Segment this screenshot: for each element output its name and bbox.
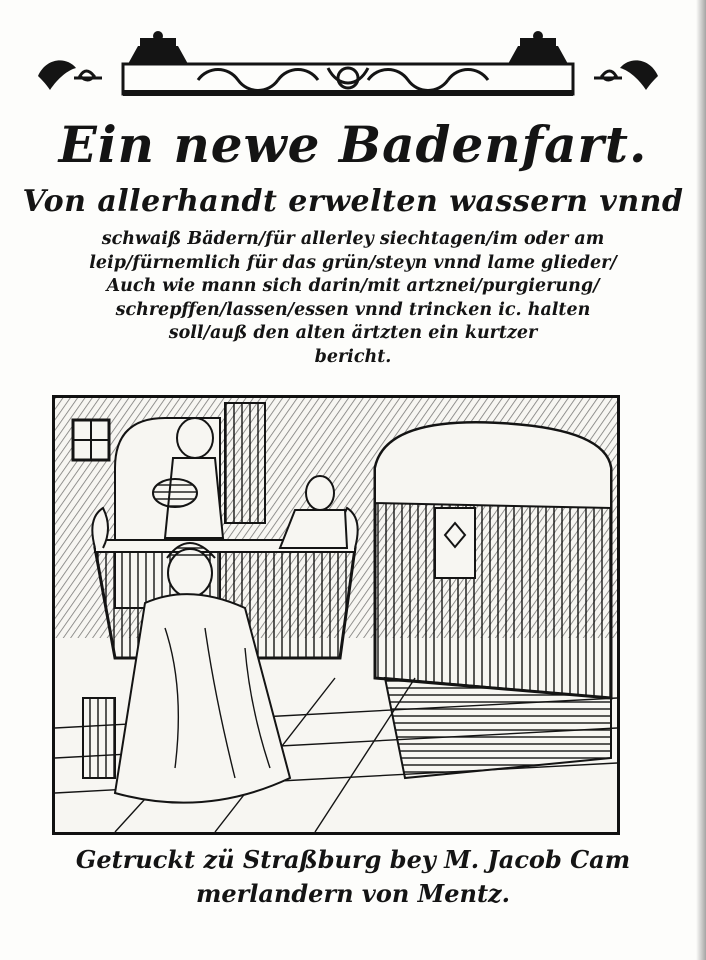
description-line: bericht. [314, 346, 392, 367]
description-line: schwaiß Bädern/für allerley siechtagen/im oder am [101, 229, 605, 249]
top-ornament [28, 28, 668, 108]
page-title: Ein newe Badenfart. [58, 115, 648, 174]
imprint-line: Getruckt zü Straßburg bey M. Jacob Cam [75, 845, 631, 874]
description-line: leip/fürnemlich für das grün/steyn vnnd lame glieder/ [89, 252, 617, 273]
subtitle: Von allerhandt erwelten wassern vnnd [22, 184, 684, 219]
description [30, 228, 676, 369]
bath-scene-image [55, 398, 617, 832]
woodcut-illustration [52, 395, 620, 835]
page-edge-shadow [696, 0, 706, 960]
imprint [0, 843, 706, 911]
imprint-line: merlandern von Mentz. [195, 879, 511, 908]
description-line: soll/auß den alten ärtzten ein kurtzer [168, 323, 538, 343]
description-line: schrepffen/lassen/essen vnnd trincken ic. halten [115, 299, 591, 320]
description-line: Auch wie mann sich darin/mit artznei/purgierung/ [106, 276, 600, 296]
